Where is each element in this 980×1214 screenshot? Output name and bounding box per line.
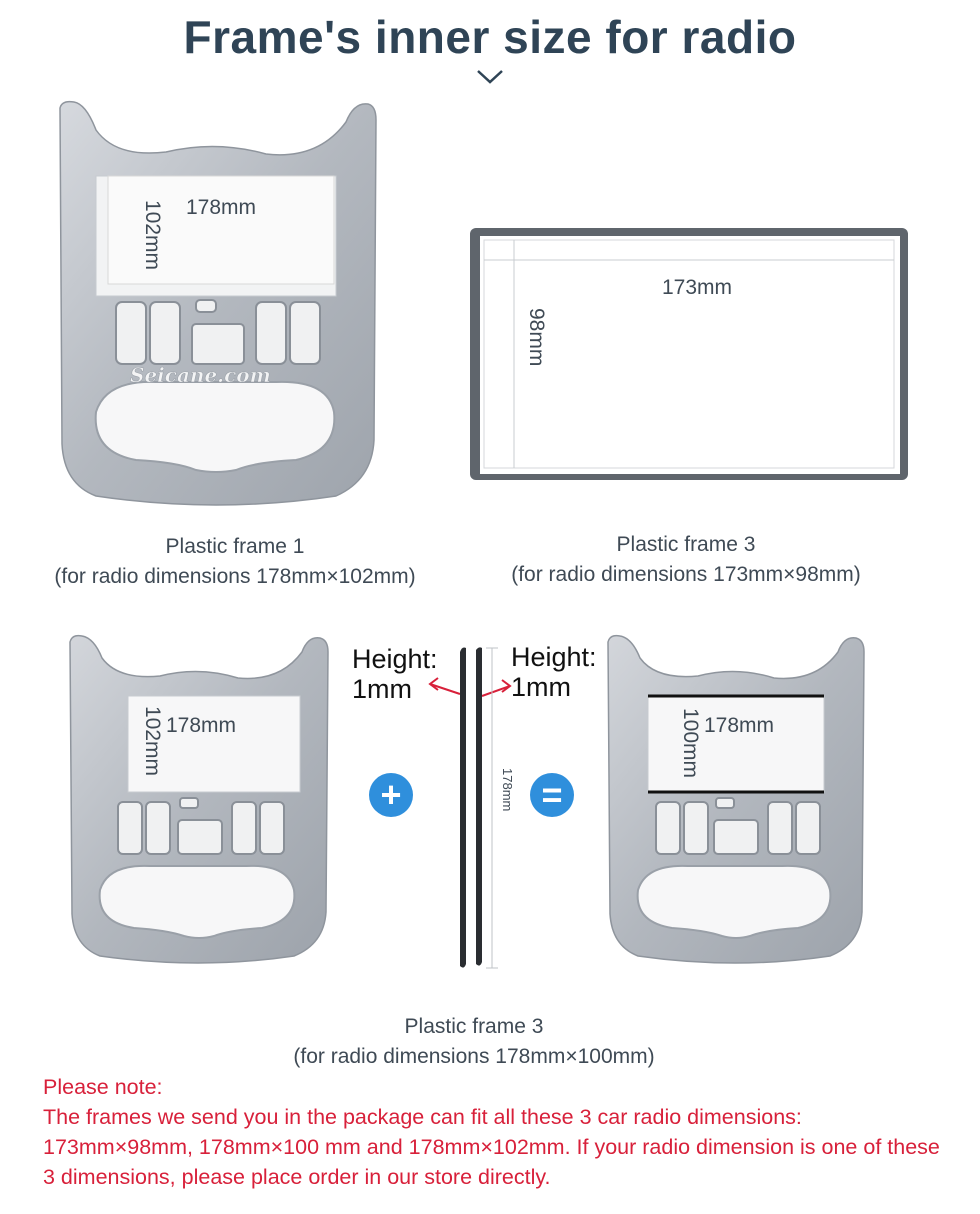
equals-icon: = bbox=[530, 773, 574, 817]
assembly-caption-dimensions: (for radio dimensions 178mm×100mm) bbox=[293, 1045, 655, 1068]
rect-frame-height-label: 98mm bbox=[525, 308, 548, 367]
frame1-caption-title: Plastic frame 1 bbox=[165, 535, 305, 558]
rect-frame-width-label: 173mm bbox=[662, 276, 733, 299]
assembly-right-width-label: 178mm bbox=[704, 714, 775, 737]
page-title: Frame's inner size for radio bbox=[183, 11, 797, 63]
note-heading: Please note: bbox=[43, 1075, 163, 1099]
strip-length-label: 178mm bbox=[500, 768, 515, 812]
frame1-width-label: 178mm bbox=[186, 196, 257, 219]
plus-icon: + bbox=[369, 773, 413, 817]
frame1-height-label: 102mm bbox=[141, 200, 164, 271]
chevron-down-icon bbox=[475, 68, 505, 86]
rect-frame-caption-title: Plastic frame 3 bbox=[616, 533, 756, 556]
assembly-right-height-label: 100mm bbox=[679, 708, 702, 779]
assembly-left-frame-image bbox=[66, 634, 332, 970]
frame1-caption-dimensions: (for radio dimensions 178mm×102mm) bbox=[54, 565, 416, 588]
height-right-label: Height: 1mm bbox=[511, 642, 597, 702]
assembly-right-frame-image bbox=[604, 634, 868, 970]
assembly-left-height-label: 102mm bbox=[141, 706, 164, 777]
frame1-caption bbox=[20, 532, 450, 592]
plastic-frame-1-image bbox=[56, 100, 378, 512]
assembly-caption-title: Plastic frame 3 bbox=[404, 1015, 544, 1038]
please-note bbox=[43, 1072, 953, 1192]
height-left-label: Height: 1mm bbox=[352, 644, 438, 704]
assembly-caption bbox=[240, 1012, 708, 1072]
rect-frame-caption bbox=[470, 530, 902, 590]
rect-frame-caption-dimensions: (for radio dimensions 173mm×98mm) bbox=[511, 563, 861, 586]
note-text: The frames we send you in the package can fit all these 3 car radio dimensions: 173mm×98mm, 178mm×100 mm and 178mm×102mm. If your radio dimension is one of these 3 dimensions, please place order in our store directly. bbox=[43, 1105, 940, 1189]
assembly-left-width-label: 178mm bbox=[166, 714, 237, 737]
watermark-text: Seicane.com bbox=[130, 363, 271, 387]
